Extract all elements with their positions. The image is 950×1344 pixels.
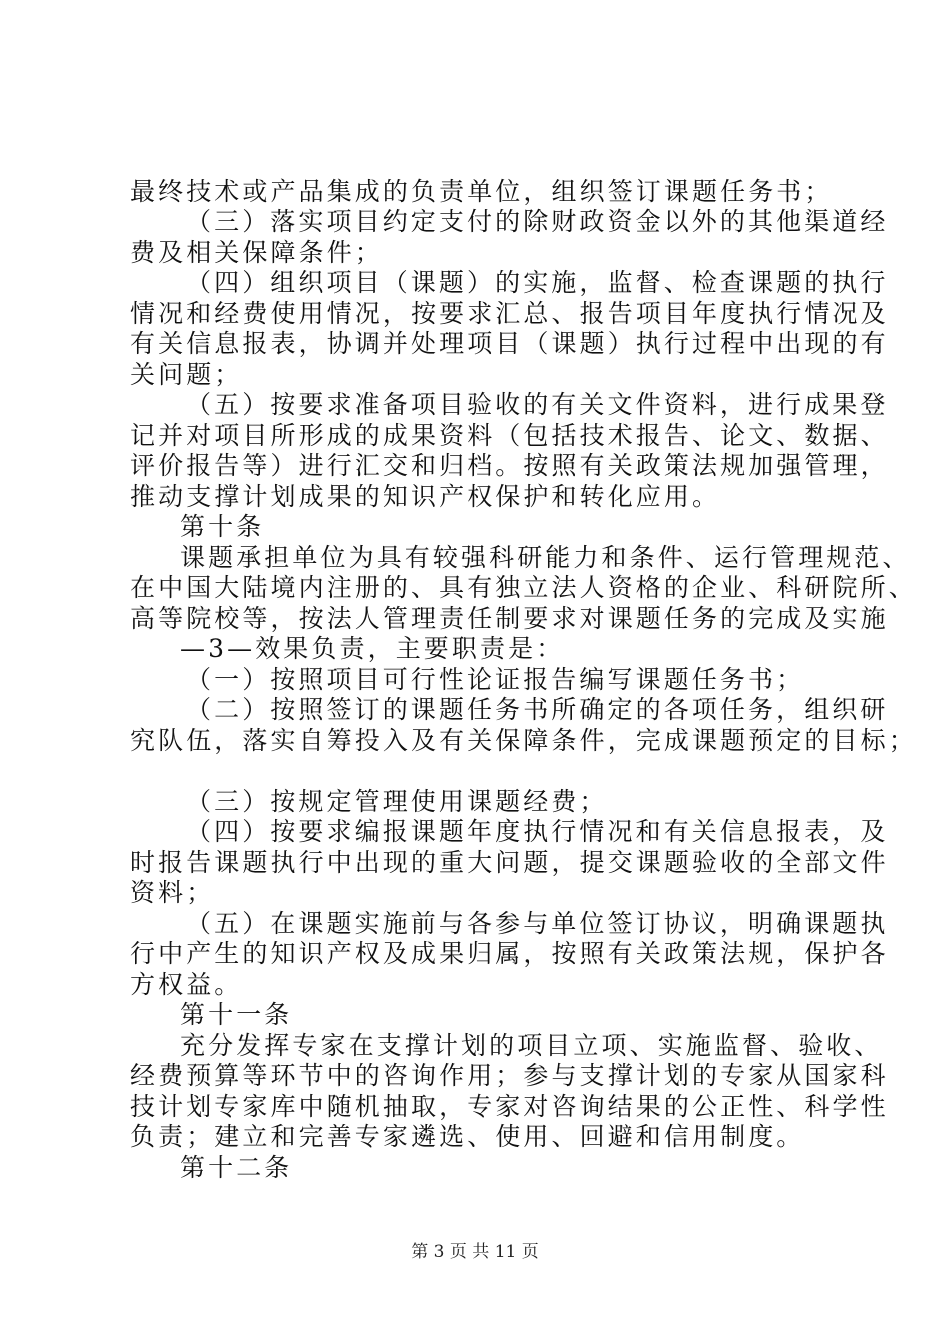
text-line: 推动支撑计划成果的知识产权保护和转化应用。 bbox=[130, 481, 721, 511]
text-line: 关问题； bbox=[130, 359, 243, 389]
article-heading: 第十一条 bbox=[180, 1000, 293, 1030]
text-line: （四）按要求编报课题年度执行情况和有关信息报表，及 bbox=[186, 817, 889, 847]
text-line: 经费预算等环节中的咨询作用；参与支撑计划的专家从国家科 bbox=[130, 1061, 889, 1091]
text-line: （二）按照签订的课题任务书所确定的各项任务，组织研 bbox=[186, 695, 889, 725]
article-heading: 第十二条 bbox=[180, 1152, 293, 1182]
text-line: 负责；建立和完善专家遴选、使用、回避和信用制度。 bbox=[130, 1122, 805, 1152]
text-line: 时报告课题执行中出现的重大问题，提交课题验收的全部文件 bbox=[130, 847, 889, 877]
text-line: （三）按规定管理使用课题经费； bbox=[186, 786, 608, 816]
text-line: （一）按照项目可行性论证报告编写课题任务书； bbox=[186, 664, 805, 694]
text-line: （四）组织项目（课题）的实施，监督、检查课题的执行 bbox=[186, 268, 889, 298]
text-line: 充分发挥专家在支撑计划的项目立项、实施监督、验收、 bbox=[180, 1030, 883, 1060]
text-line: （五）在课题实施前与各参与单位签订协议，明确课题执 bbox=[186, 908, 889, 938]
article-heading: 第十条 bbox=[180, 512, 265, 542]
text-line: 费及相关保障条件； bbox=[130, 237, 383, 267]
text-line: 有关信息报表，协调并处理项目（课题）执行过程中出现的有 bbox=[130, 329, 889, 359]
text-line: 资料； bbox=[130, 878, 215, 908]
text-line: （五）按要求准备项目验收的有关文件资料，进行成果登 bbox=[186, 390, 889, 420]
text-line: 究队伍，落实自筹投入及有关保障条件，完成课题预定的目标； bbox=[130, 725, 917, 755]
text-line: 课题承担单位为具有较强科研能力和条件、运行管理规范、 bbox=[180, 542, 911, 572]
text-line: 方权益。 bbox=[130, 969, 243, 999]
text-line: 情况和经费使用情况，按要求汇总、报告项目年度执行情况及 bbox=[130, 298, 889, 328]
text-line: 高等院校等，按法人管理责任制要求对课题任务的完成及实施 bbox=[130, 603, 889, 633]
text-line: 记并对项目所形成的成果资料（包括技术报告、论文、数据、 bbox=[130, 420, 889, 450]
text-line: （三）落实项目约定支付的除财政资金以外的其他渠道经 bbox=[186, 207, 889, 237]
text-line: 最终技术或产品集成的负责单位，组织签订课题任务书； bbox=[130, 177, 833, 206]
text-line: 评价报告等）进行汇交和归档。按照有关政策法规加强管理， bbox=[130, 451, 889, 481]
text-line: 技计划专家库中随机抽取，专家对咨询结果的公正性、科学性 bbox=[130, 1091, 889, 1121]
text-line: 在中国大陆境内注册的、具有独立法人资格的企业、科研院所、 bbox=[130, 573, 917, 603]
text-line: 行中产生的知识产权及成果归属，按照有关政策法规，保护各 bbox=[130, 939, 889, 969]
page-number-footer: 第 3 页 共 11 页 bbox=[411, 1242, 539, 1262]
text-line: —3—效果负责，主要职责是： bbox=[180, 634, 565, 664]
